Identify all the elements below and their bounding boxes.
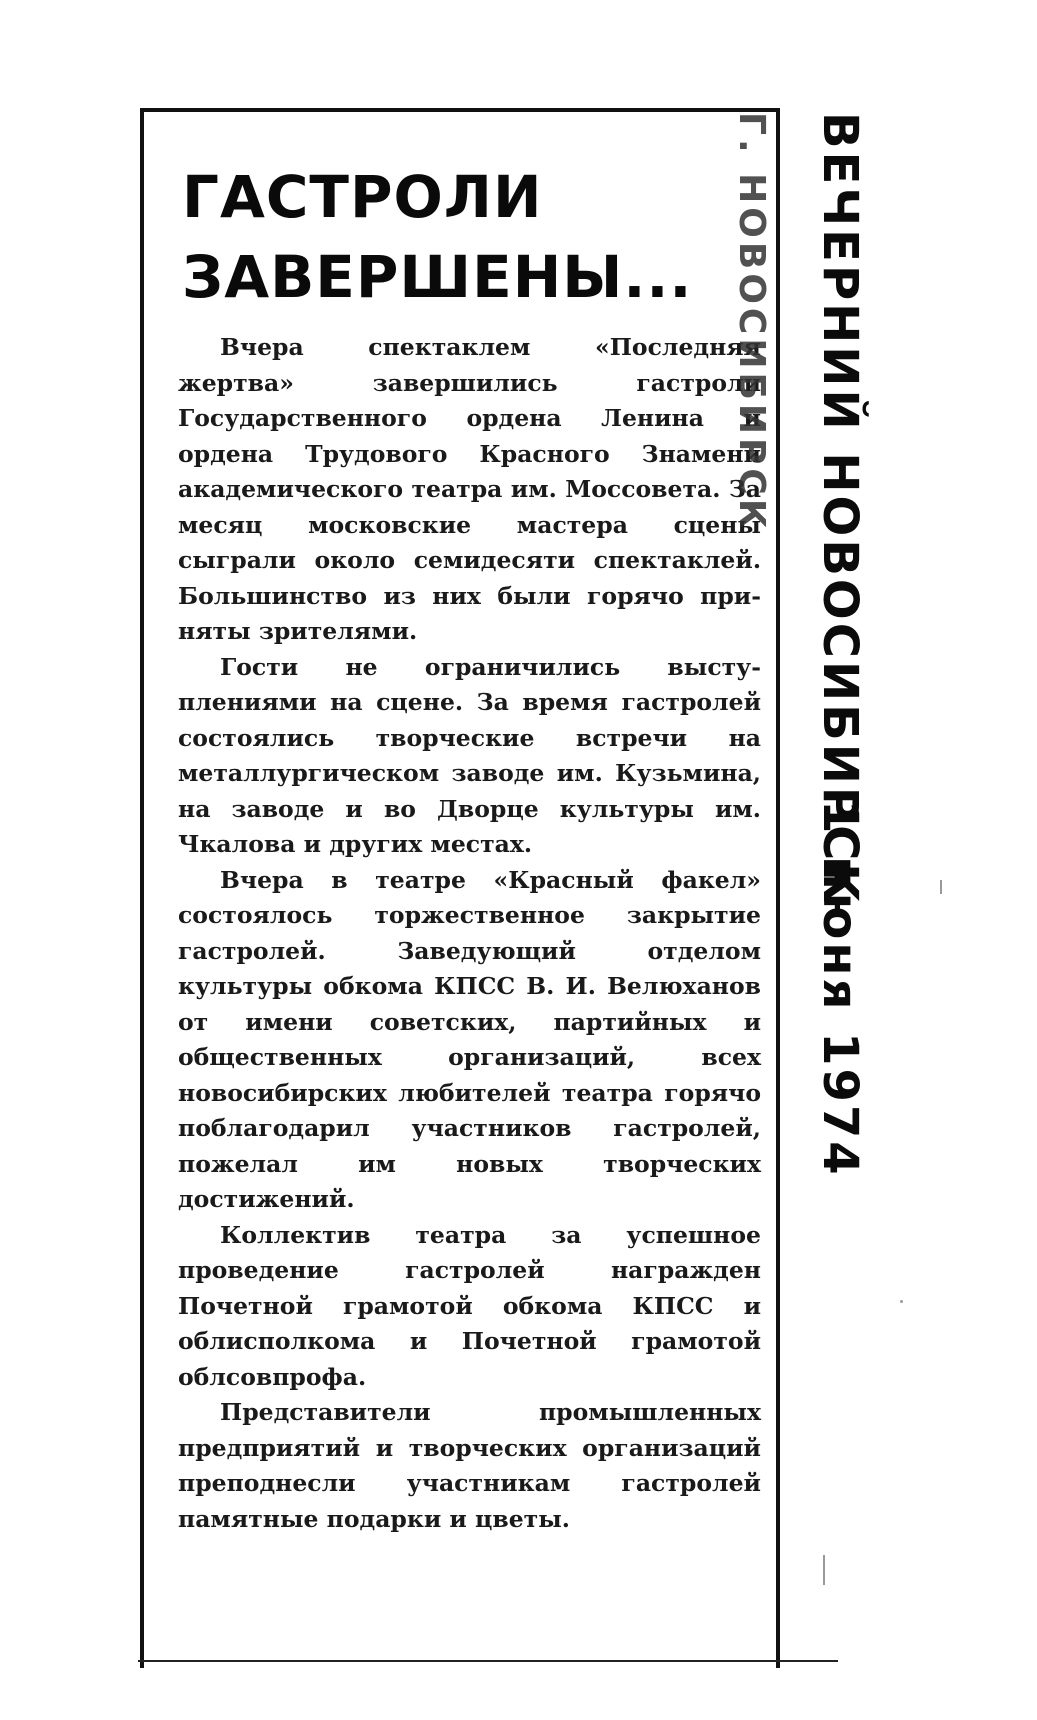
- scan-speck: [940, 880, 942, 894]
- article-body: [178, 330, 761, 1537]
- paragraph-5: Представители промышленных предприятий и творческих организаций преподнесли участникам гастролей памятные подарки и цветы.: [178, 1398, 761, 1533]
- article-title: [182, 157, 762, 317]
- paragraph-4: Коллектив театра за успешное проведение гастролей награжден Почетной грамотой обкома КПСС и облисполкома и Почетной грамотой облсовпрофа.: [178, 1220, 761, 1391]
- scan-speck: [900, 1300, 903, 1303]
- city-stamp: Г. НОВОСИБИРСК: [731, 112, 772, 533]
- paragraph-2: Гости не ограничились выступлениями на сцене. За время гастролей состоялись творческие встречи на металлургическом заводе им. Кузьмина, на заводе и во Дворце культуры им. Чкалова и других местах.: [178, 652, 761, 858]
- newspaper-name: ВЕЧЕРНИЙ НОВОСИБИРСК: [812, 112, 868, 906]
- scan-speck: [823, 1555, 825, 1585]
- newspaper-clipping: [140, 108, 780, 1668]
- clipping-bottom-edge: [138, 1660, 838, 1662]
- paragraph-1: Вчера спектаклем «Последняя жертва» завершились гастроли Государственного ордена Ленина и ордена Трудового Красного Знамени академического театра им. Моссовета. За месяц московские мастера сцены сыграли около семидесяти спектаклей. Большинство из них были горячо приняты зрителями.: [178, 333, 761, 645]
- publication-date: 1 июня 1974: [812, 800, 868, 1178]
- title-line-1: ГАСТРОЛИ: [182, 163, 543, 231]
- title-line-2: ЗАВЕРШЕНЫ...: [182, 243, 693, 311]
- paragraph-3: Вчера в театре «Красный факел» состоялось торжественное закрытие гастролей. Заведующий отделом культуры обкома КПСС В. И. Велюханов от имени советских, партийных и общественных организаций, всех новосибирских любителей театра горячо поблагодарил участников гастролей, пожелал им новых творческих достижений.: [178, 865, 761, 1213]
